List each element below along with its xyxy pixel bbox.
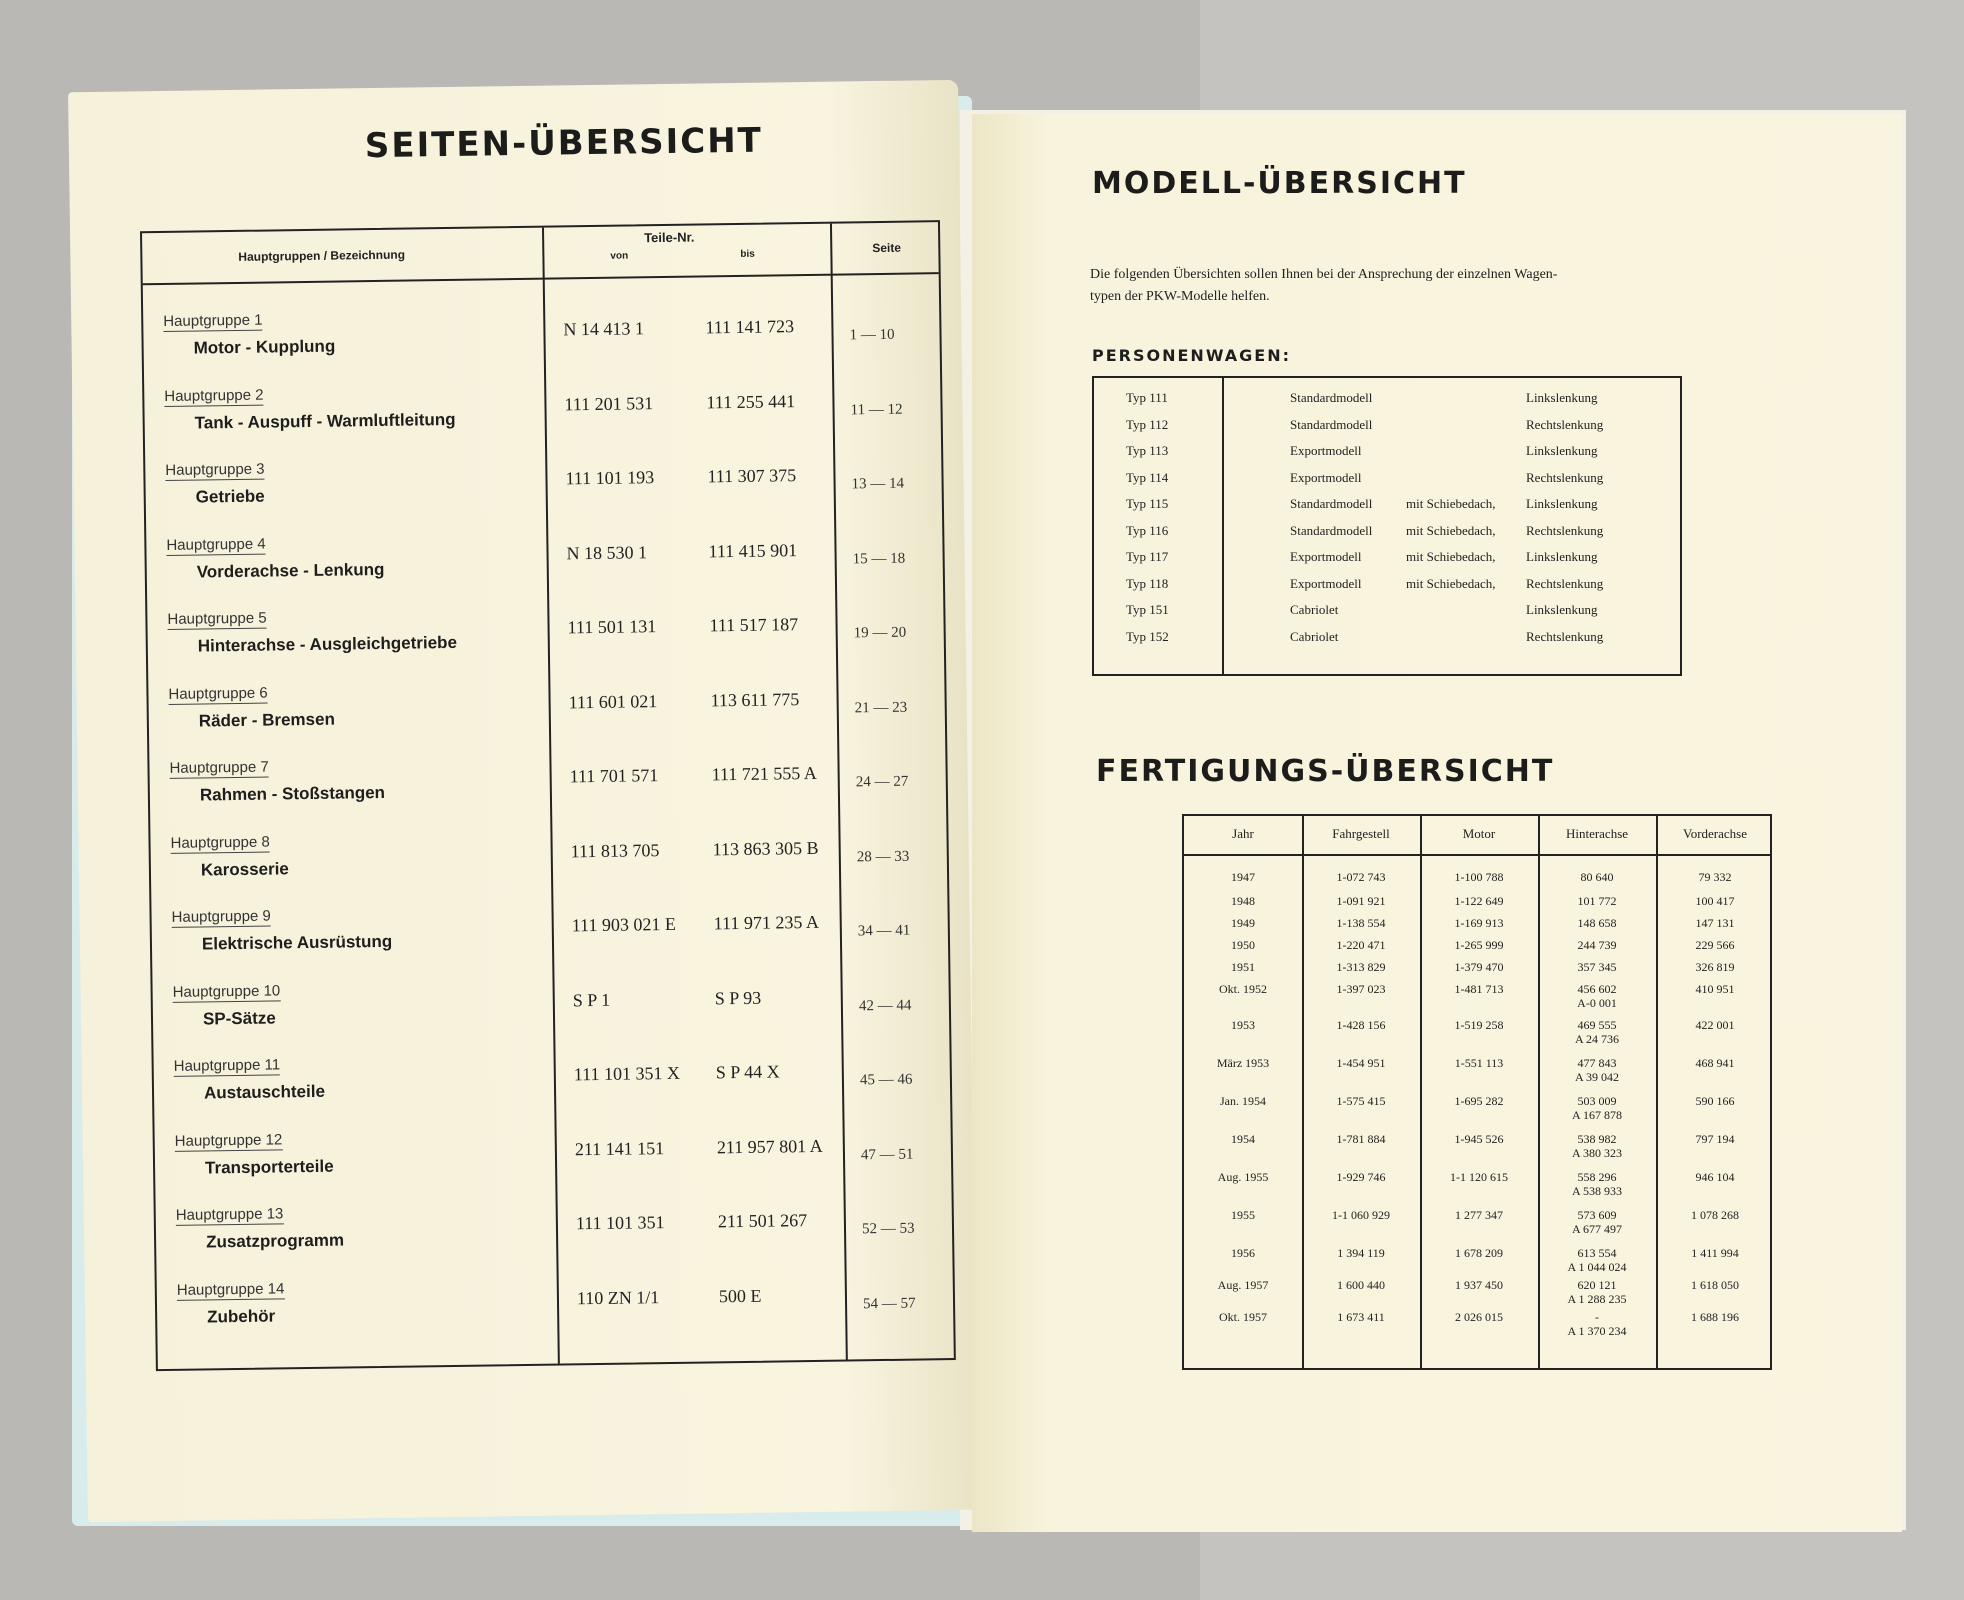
fertigung-cell-jahr: Okt. 1957 xyxy=(1219,1310,1267,1324)
fertigung-cell-hinterachse: 558 296 xyxy=(1577,1170,1617,1184)
fertigung-cell-hinterachse: 573 609 xyxy=(1577,1208,1617,1222)
fertigung-cell-jahr: Aug. 1955 xyxy=(1217,1170,1269,1184)
fertigung-cell-fahrgestell: 1-575 415 xyxy=(1336,1094,1386,1108)
fertigung-cell-jahr: 1950 xyxy=(1231,938,1255,952)
fertigung-cell-fahrgestell: 1-220 471 xyxy=(1336,938,1386,952)
part-number-from: S P 1 xyxy=(572,989,611,1010)
model-typ: Typ 115 xyxy=(1126,496,1169,511)
group-row xyxy=(148,669,945,756)
page-range: 24 — 27 xyxy=(855,773,909,791)
model-typ: Typ 113 xyxy=(1126,443,1169,458)
fertigung-cell-vorderachse: 147 131 xyxy=(1695,916,1735,930)
model-name: Cabriolet xyxy=(1290,602,1339,617)
fertigung-cell-hinterachse: 357 345 xyxy=(1577,960,1617,974)
fertigung-cell-motor: 1 678 209 xyxy=(1455,1246,1503,1260)
fertigung-cell-jahr: 1947 xyxy=(1231,870,1255,884)
page-range: 13 — 14 xyxy=(851,475,905,493)
model-row xyxy=(1094,519,1680,545)
intro-line-2: typen der PKW-Modelle helfen. xyxy=(1090,289,1270,304)
fertigung-cell-hinterachse-2: A 538 933 xyxy=(1571,1184,1622,1198)
fertigung-header-cell: Motor xyxy=(1462,826,1496,841)
part-number-to: 111 415 901 xyxy=(708,539,798,561)
group-label: Hauptgruppe 5 xyxy=(167,609,267,628)
model-extra: mit Schiebedach, xyxy=(1406,549,1496,564)
model-steering: Linkslenkung xyxy=(1526,602,1598,617)
group-name: Hinterachse - Ausgleichgetriebe xyxy=(197,632,458,656)
fertigung-cell-jahr: 1955 xyxy=(1231,1208,1255,1222)
part-number-to: S P 44 X xyxy=(715,1061,780,1083)
fertigung-cell-hinterachse-2: A 1 288 235 xyxy=(1567,1292,1627,1306)
fertigung-cell-fahrgestell: 1-138 554 xyxy=(1336,916,1386,930)
intro-line-1: Die folgenden Übersichten sollen Ihnen bei der Ansprechung der einzelnen Wagen- xyxy=(1090,267,1558,282)
model-extra: mit Schiebedach, xyxy=(1406,496,1496,511)
fertigung-cell-vorderachse: 422 001 xyxy=(1695,1018,1735,1032)
model-steering: Linkslenkung xyxy=(1526,496,1598,511)
group-name: Transporterteile xyxy=(204,1156,334,1177)
group-name: Elektrische Ausrüstung xyxy=(201,931,393,954)
page-range: 19 — 20 xyxy=(853,624,907,642)
page-range: 11 — 12 xyxy=(850,401,903,418)
page-range: 42 — 44 xyxy=(858,997,912,1014)
part-number-from: 111 101 351 xyxy=(575,1212,665,1234)
model-name: Standardmodell xyxy=(1290,390,1373,405)
fertigung-cell-hinterachse: 503 009 xyxy=(1577,1094,1617,1108)
model-typ: Typ 114 xyxy=(1126,469,1169,485)
group-name: Austauschteile xyxy=(203,1081,326,1103)
fertigung-cell-hinterachse-2: A 1 044 024 xyxy=(1567,1260,1627,1274)
model-typ: Typ 118 xyxy=(1126,575,1169,591)
fertigung-cell-vorderachse: 100 417 xyxy=(1695,894,1735,908)
model-steering: Rechtslenkung xyxy=(1526,469,1604,485)
group-name: Karosserie xyxy=(200,858,289,880)
model-table xyxy=(1092,376,1682,676)
fertigung-cell-fahrgestell: 1-428 156 xyxy=(1336,1018,1386,1032)
group-label: Hauptgruppe 6 xyxy=(168,684,268,703)
group-name: Tank - Auspuff - Warmluftleitung xyxy=(194,409,456,433)
model-name: Exportmodell xyxy=(1290,443,1362,458)
group-name: Zubehör xyxy=(207,1306,276,1326)
fertigung-cell-hinterachse-2: A 167 878 xyxy=(1571,1108,1622,1122)
intro-text xyxy=(1090,264,1690,308)
part-number-to: 211 501 267 xyxy=(717,1210,808,1232)
fertigung-cell-hinterachse: 620 121 xyxy=(1577,1278,1617,1292)
fertigung-cell-motor: 1-519 258 xyxy=(1454,1018,1504,1032)
fertigung-cell-hinterachse-2: A 39 042 xyxy=(1574,1070,1619,1084)
group-row xyxy=(143,296,940,383)
fertigung-cell-jahr: Aug. 1957 xyxy=(1217,1278,1269,1292)
fertigung-cell-vorderachse: 410 951 xyxy=(1695,982,1735,996)
group-label: Hauptgruppe 11 xyxy=(173,1056,281,1075)
fertigung-cell-fahrgestell: 1-091 921 xyxy=(1336,894,1386,908)
group-row xyxy=(153,1041,950,1128)
fertigung-cell-jahr: 1949 xyxy=(1231,916,1255,930)
model-name: Exportmodell xyxy=(1290,549,1362,564)
model-row xyxy=(1094,439,1680,465)
group-name: Vorderachse - Lenkung xyxy=(196,559,385,582)
fertigung-cell-fahrgestell: 1-454 951 xyxy=(1336,1056,1386,1070)
fertigung-cell-motor: 1-695 282 xyxy=(1454,1094,1504,1108)
group-row xyxy=(147,594,944,681)
group-label: Hauptgruppe 1 xyxy=(163,311,263,330)
group-label: Hauptgruppe 8 xyxy=(170,833,270,852)
fertigung-cell-vorderachse: 326 819 xyxy=(1695,960,1735,974)
fertigung-cell-motor: 1-169 913 xyxy=(1454,916,1504,930)
model-steering: Linkslenkung xyxy=(1526,443,1598,458)
right-page xyxy=(972,114,1902,1532)
page-range: 54 — 57 xyxy=(862,1295,916,1312)
model-steering: Rechtslenkung xyxy=(1526,575,1604,591)
fertigung-cell-fahrgestell: 1-313 829 xyxy=(1336,960,1386,974)
fertigung-cell-hinterachse: 80 640 xyxy=(1580,870,1614,884)
page-range: 45 — 46 xyxy=(859,1071,913,1089)
model-name: Exportmodell xyxy=(1290,469,1362,485)
part-number-to: 211 957 801 A xyxy=(716,1135,823,1157)
page-title-modell: MODELL-ÜBERSICHT xyxy=(1092,166,1467,201)
fertigung-cell-hinterachse: 244 739 xyxy=(1577,938,1617,952)
part-number-to: 111 517 187 xyxy=(709,614,799,636)
part-number-from: 111 601 021 xyxy=(568,690,658,712)
model-steering: Linkslenkung xyxy=(1526,390,1598,405)
model-name: Exportmodell xyxy=(1290,575,1362,591)
part-number-to: 111 255 441 xyxy=(706,390,796,412)
model-row xyxy=(1094,572,1680,598)
group-name: Getriebe xyxy=(195,486,265,507)
part-number-from: 111 701 571 xyxy=(569,765,659,787)
fertigung-cell-fahrgestell: 1-397 023 xyxy=(1336,982,1386,996)
fertigung-cell-fahrgestell: 1-781 884 xyxy=(1336,1132,1386,1146)
model-name: Standardmodell xyxy=(1290,496,1373,511)
part-number-from: 111 101 193 xyxy=(565,467,655,489)
fertigung-cell-vorderachse: 1 411 994 xyxy=(1691,1246,1739,1260)
fertigung-cell-hinterachse: 101 772 xyxy=(1577,894,1617,908)
model-steering: Rechtslenkung xyxy=(1526,416,1604,432)
fertigung-cell-vorderachse: 468 941 xyxy=(1695,1056,1735,1070)
header-to-col: bis xyxy=(740,248,755,260)
model-row xyxy=(1094,545,1680,571)
part-number-to: 113 863 305 B xyxy=(712,837,819,859)
fertigung-cell-motor: 1-100 788 xyxy=(1454,870,1504,884)
group-row xyxy=(151,892,948,979)
group-label: Hauptgruppe 3 xyxy=(165,460,265,479)
page-range: 52 — 53 xyxy=(861,1220,915,1238)
personenwagen-heading: PERSONENWAGEN: xyxy=(1092,346,1291,365)
part-number-to: 500 E xyxy=(718,1285,762,1306)
fertigung-cell-motor: 1-481 713 xyxy=(1454,982,1504,996)
model-typ: Typ 117 xyxy=(1126,549,1169,564)
fertigung-cell-vorderachse: 229 566 xyxy=(1695,938,1735,952)
group-row xyxy=(144,371,941,458)
fertigung-cell-jahr: 1954 xyxy=(1231,1132,1255,1146)
fertigung-table xyxy=(1182,814,1772,1370)
group-label: Hauptgruppe 9 xyxy=(171,907,271,926)
page-range: 34 — 41 xyxy=(857,922,911,940)
fertigung-cell-fahrgestell: 1-072 743 xyxy=(1336,870,1386,884)
header-parts-col: Teile-Nr. xyxy=(644,229,695,246)
model-typ: Typ 111 xyxy=(1126,390,1168,405)
fertigung-cell-jahr: März 1953 xyxy=(1216,1056,1270,1070)
group-name: Zusatzprogramm xyxy=(205,1230,345,1252)
part-number-from: 111 201 531 xyxy=(564,392,654,414)
group-row xyxy=(146,520,943,607)
fertigung-cell-hinterachse-2: A-0 001 xyxy=(1577,996,1617,1010)
fertigung-cell-fahrgestell: 1 600 440 xyxy=(1337,1278,1385,1292)
fertigung-cell-jahr: Okt. 1952 xyxy=(1219,982,1267,996)
model-steering: Linkslenkung xyxy=(1526,549,1598,564)
part-number-from: 111 903 021 E xyxy=(571,913,677,936)
fertigung-cell-motor: 1 937 450 xyxy=(1455,1278,1503,1292)
left-page xyxy=(68,80,978,1522)
fertigung-cell-motor: 1-1 120 615 xyxy=(1450,1170,1508,1184)
part-number-from: N 14 413 1 xyxy=(563,318,645,340)
fertigung-cell-jahr: Jan. 1954 xyxy=(1220,1094,1266,1108)
fertigung-cell-fahrgestell: 1-1 060 929 xyxy=(1332,1208,1390,1222)
part-number-to: S P 93 xyxy=(714,987,762,1008)
fertigung-cell-hinterachse: 456 602 xyxy=(1577,982,1617,996)
fertigung-cell-fahrgestell: 1 394 119 xyxy=(1337,1246,1385,1260)
model-name: Cabriolet xyxy=(1290,628,1339,644)
fertigung-header-cell: Hinterachse xyxy=(1565,826,1629,841)
model-typ: Typ 152 xyxy=(1126,628,1169,644)
fertigung-cell-hinterachse: 469 555 xyxy=(1577,1018,1617,1032)
model-extra: mit Schiebedach, xyxy=(1406,575,1496,591)
fertigung-header xyxy=(1184,816,1770,856)
group-label: Hauptgruppe 13 xyxy=(175,1205,284,1224)
model-name: Standardmodell xyxy=(1290,522,1373,538)
fertigung-cell-hinterachse: - xyxy=(1595,1310,1599,1324)
fertigung-cell-hinterachse-2: A 1 370 234 xyxy=(1567,1324,1627,1338)
fertigung-cell-vorderachse: 946 104 xyxy=(1695,1170,1735,1184)
page-title-seiten: SEITEN-ÜBERSICHT xyxy=(364,120,764,167)
fertigung-cell-jahr: 1953 xyxy=(1231,1018,1255,1032)
group-name: Motor - Kupplung xyxy=(193,336,336,358)
part-number-to: 111 971 235 A xyxy=(713,911,820,934)
model-steering: Rechtslenkung xyxy=(1526,522,1604,538)
group-label: Hauptgruppe 10 xyxy=(172,981,281,1001)
fertigung-cell-motor: 1-122 649 xyxy=(1454,894,1504,908)
fertigung-cell-vorderachse: 1 618 050 xyxy=(1691,1278,1739,1292)
fertigung-cell-hinterachse: 538 982 xyxy=(1577,1132,1617,1146)
fertigung-cell-motor: 1-551 113 xyxy=(1454,1056,1504,1070)
group-label: Hauptgruppe 12 xyxy=(174,1130,283,1150)
model-row xyxy=(1094,625,1680,651)
model-typ: Typ 112 xyxy=(1126,416,1169,432)
fertigung-cell-vorderachse: 1 078 268 xyxy=(1691,1208,1739,1222)
fertigung-cell-motor: 1-379 470 xyxy=(1454,960,1504,974)
page-range: 21 — 23 xyxy=(854,699,908,716)
part-number-from: N 18 530 1 xyxy=(566,541,648,563)
page-range: 15 — 18 xyxy=(852,550,906,567)
part-number-from: 211 141 151 xyxy=(574,1137,665,1159)
group-label: Hauptgruppe 14 xyxy=(176,1279,285,1299)
group-name: Räder - Bremsen xyxy=(198,709,336,731)
part-number-from: 111 101 351 X xyxy=(573,1062,681,1085)
group-row xyxy=(156,1190,953,1277)
model-typ: Typ 151 xyxy=(1126,602,1169,617)
fertigung-cell-vorderachse: 79 332 xyxy=(1698,870,1732,884)
model-row xyxy=(1094,386,1680,412)
page-title-fertigung: FERTIGUNGS-ÜBERSICHT xyxy=(1096,754,1555,789)
fertigung-cell-vorderachse: 797 194 xyxy=(1695,1132,1735,1146)
group-row xyxy=(145,445,942,532)
group-row xyxy=(157,1265,954,1352)
group-label: Hauptgruppe 2 xyxy=(164,386,264,405)
part-number-to: 111 721 555 A xyxy=(711,762,817,785)
fertigung-header-cell: Fahrgestell xyxy=(1332,826,1390,841)
part-number-to: 113 611 775 xyxy=(710,688,800,710)
fertigung-cell-motor: 1-945 526 xyxy=(1454,1132,1504,1146)
page-range: 47 — 51 xyxy=(860,1146,914,1163)
model-row xyxy=(1094,598,1680,624)
model-extra: mit Schiebedach, xyxy=(1406,522,1496,538)
header-from-col: von xyxy=(610,250,629,262)
fertigung-cell-hinterachse-2: A 380 323 xyxy=(1571,1146,1622,1160)
part-number-to: 111 141 723 xyxy=(705,316,795,338)
fertigung-cell-hinterachse: 613 554 xyxy=(1577,1246,1617,1260)
part-number-from: 111 501 131 xyxy=(567,616,657,638)
fertigung-header-cell: Jahr xyxy=(1232,826,1254,841)
group-row xyxy=(150,818,947,905)
fertigung-header-cell: Vorderachse xyxy=(1682,826,1747,841)
fertigung-cell-motor: 1-265 999 xyxy=(1454,938,1504,952)
model-row xyxy=(1094,413,1680,439)
seiten-table-header xyxy=(142,222,939,285)
fertigung-cell-hinterachse: 477 843 xyxy=(1577,1056,1617,1070)
fertigung-cell-vorderachse: 1 688 196 xyxy=(1691,1310,1739,1324)
fertigung-cell-fahrgestell: 1 673 411 xyxy=(1337,1310,1385,1324)
fertigung-cell-vorderachse: 590 166 xyxy=(1695,1094,1735,1108)
group-label: Hauptgruppe 4 xyxy=(166,535,266,554)
group-name: Rahmen - Stoßstangen xyxy=(199,782,386,805)
model-row xyxy=(1094,492,1680,518)
group-row xyxy=(149,743,946,830)
fertigung-cell-motor: 1 277 347 xyxy=(1455,1208,1503,1222)
model-name: Standardmodell xyxy=(1290,416,1373,432)
fertigung-cell-jahr: 1948 xyxy=(1231,894,1255,908)
model-steering: Rechtslenkung xyxy=(1526,628,1604,644)
seiten-table xyxy=(140,220,956,1371)
fertigung-cell-jahr: 1951 xyxy=(1231,960,1255,974)
page-range: 28 — 33 xyxy=(856,848,910,865)
fertigung-cell-fahrgestell: 1-929 746 xyxy=(1336,1170,1386,1184)
header-page-col: Seite xyxy=(872,240,902,256)
part-number-from: 111 813 705 xyxy=(570,839,660,861)
model-row xyxy=(1094,466,1680,492)
part-number-from: 110 ZN 1/1 xyxy=(576,1286,660,1308)
page-range: 1 — 10 xyxy=(849,326,895,344)
group-row xyxy=(155,1116,952,1203)
fertigung-cell-motor: 2 026 015 xyxy=(1455,1310,1503,1324)
part-number-to: 111 307 375 xyxy=(707,465,797,487)
header-group-col: Hauptgruppen / Bezeichnung xyxy=(238,247,406,264)
fertigung-cell-hinterachse-2: A 677 497 xyxy=(1571,1222,1622,1236)
fertigung-cell-hinterachse-2: A 24 736 xyxy=(1574,1032,1619,1046)
group-name: SP-Sätze xyxy=(202,1007,276,1028)
model-typ: Typ 116 xyxy=(1126,522,1169,538)
fertigung-cell-jahr: 1956 xyxy=(1231,1246,1255,1260)
fertigung-cell-hinterachse: 148 658 xyxy=(1577,916,1617,930)
group-row xyxy=(152,967,949,1054)
group-label: Hauptgruppe 7 xyxy=(169,758,269,777)
